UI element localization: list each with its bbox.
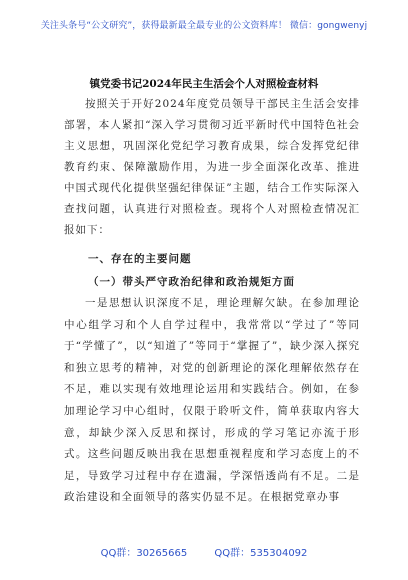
promo-header: 关注头条号“公文研究”，获得最新最全最专业的公文资料库！ 微信：gongwenyj (40, 21, 368, 31)
document-title: 镇党委书记2024年民主生活会个人对照检查材料 (89, 78, 319, 90)
section-heading: 一、存在的主要问题 (88, 253, 192, 265)
body-block (64, 293, 360, 509)
subsection-heading: （一）带头严守政治纪律和政治规矩方面 (88, 276, 295, 288)
qq-group-2: QQ群：535304092 (214, 548, 308, 559)
intro-paragraph: 按照关于开好2024年度党员领导干部民主生活会安排部署，本人紧扣“深入学习贯彻习近平新时代中国特色社会主义思想，巩固深化党纪学习教育成果，综合发挥党纪律教育约束、保障激励作用，为进一步全面深化改革、推进中国式现代化提供坚强纪律保证”主题，结合工作实际深入查找问题，认真进行对照检查。现将个人对照检查情况汇报如下： (64, 98, 360, 236)
intro-block (64, 94, 360, 241)
footer-contacts (0, 544, 408, 559)
body-paragraph: 一是思想认识深度不足，理论理解欠缺。在参加理论中心组学习和个人自学过程中，我常常以“学过了”等同于“学懂了”，以“知道了”等同于“掌握了”，缺少深入探究和独立思考的精神，对党的创新理论的深化理解依然存在不足，难以实现有效地理论运用和实践结合。例如，在参加理论学习中心组时，仅限于聆听文件，简单获取内容大意，却缺少深入反思和探讨，形成的学习笔记亦流于形式。这些问题反映出我在思想重视程度和学习态度上的不足，导致学习过程中存在遗漏，学深悟透尚有不足。二是政治建设和全面领导的落实仍显不足。在根据党章办事 (64, 297, 360, 504)
qq-group-1: QQ群：30265665 (100, 548, 188, 559)
